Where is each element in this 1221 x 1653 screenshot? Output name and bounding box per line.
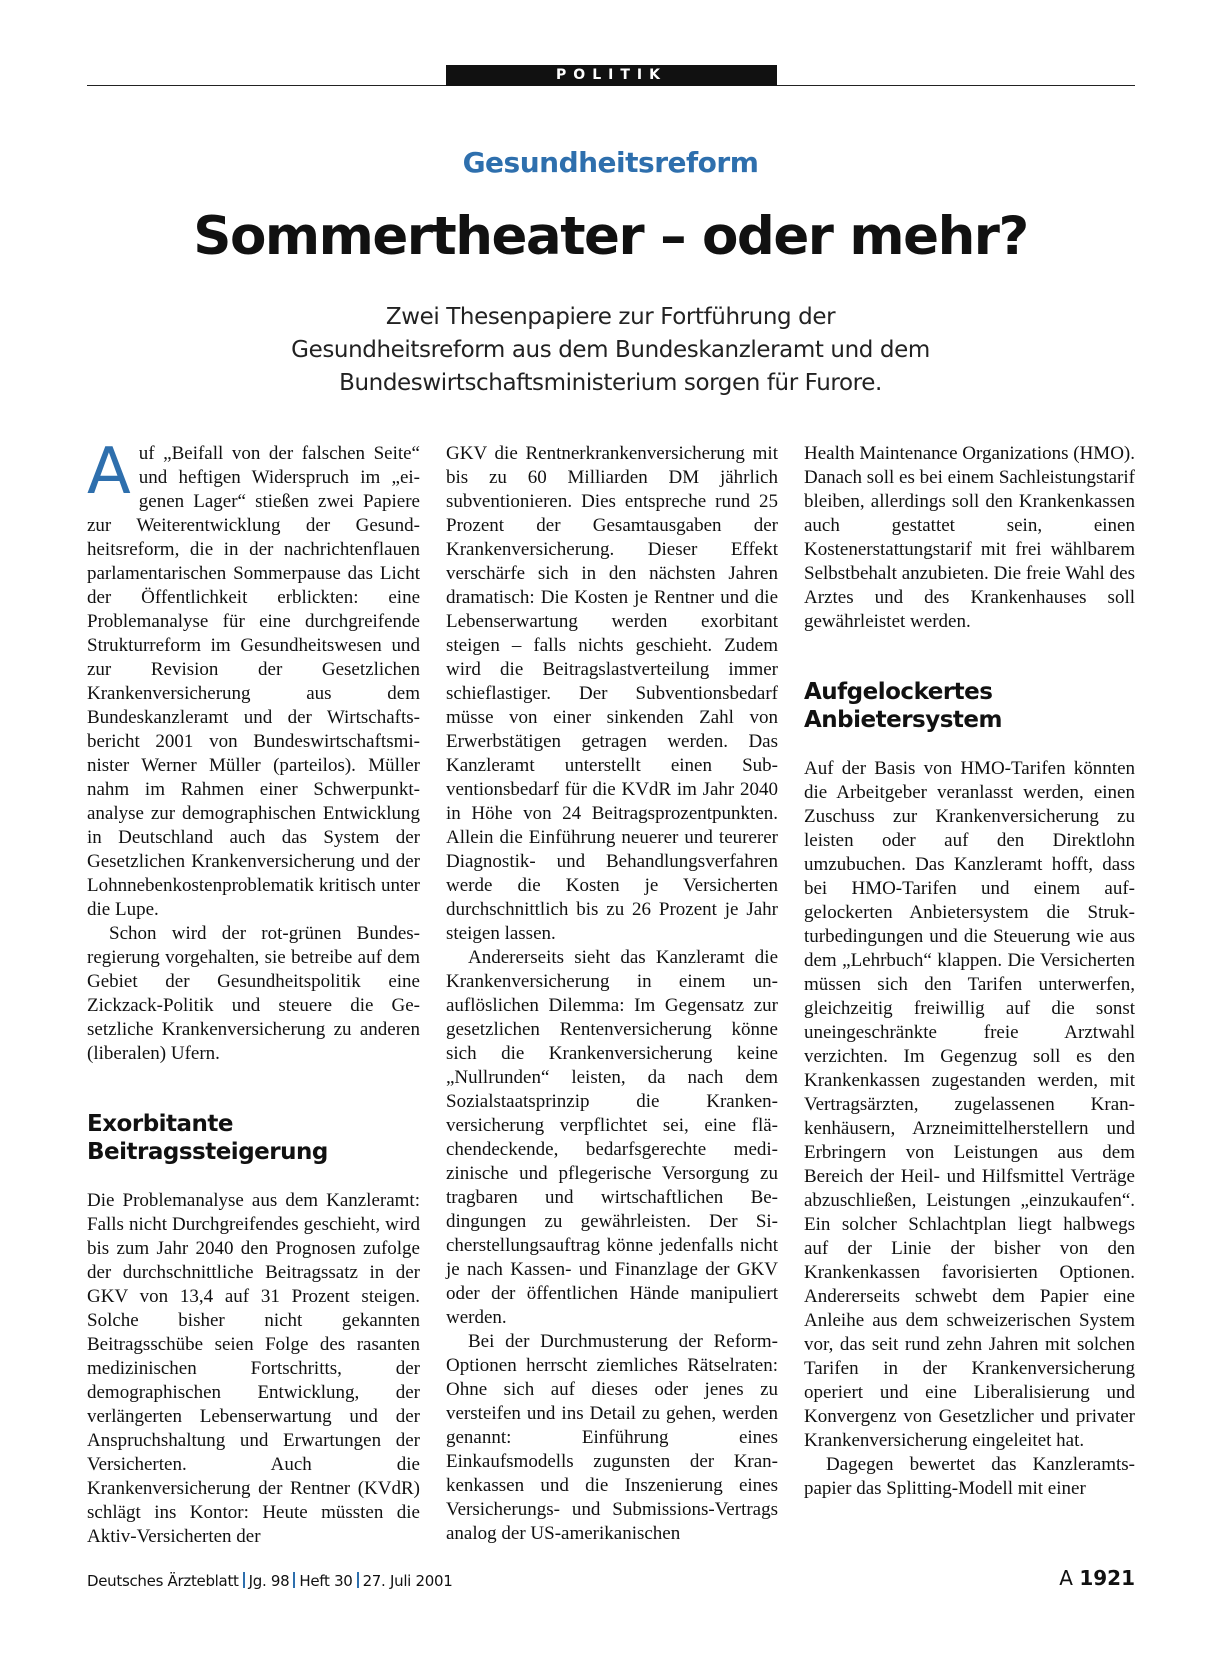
subheading-line: Anbietersystem bbox=[804, 707, 1002, 733]
paragraph: Andererseits sieht das Kanzleramt die Krankenversicherung in einem unauflöslichen Dilemma: Im Gegensatz zur gesetzlichen Rentenversicherung könne sich die Krankenversicherung keine „Nullrunden“ leisten, da nach dem Sozialstaatsprinzip die Krankenversicherung verpflichtet sei, eine flächendeckende, bedarfsgerechte medizinische und pflegerische Versorgung zu tragbaren und wirtschaftlichen Bedingungen zu gewährleisten. Der Sicherstellungsauftrag könne jedenfalls nicht je nach Kassen- und Finanzlage der GKV oder der öffentlichen Hände manipuliert werden. bbox=[446, 947, 778, 1328]
text-column-3 bbox=[804, 442, 1135, 1501]
paragraph: Bei der Durchmusterung der Reform-Optionen herrscht ziemliches Rätselraten: Ohne sich auf dieses oder jenes zu versteifen und ins Detail zu gehen, werden genannt: Einführung eines Einkaufsmodells zugunsten der Krankenkassen und die Inszenierung eines Versicherungs- und Submissions-Vertrags analog der US-amerikanischen bbox=[446, 1331, 778, 1544]
article-headline: Sommertheater – oder mehr? bbox=[193, 206, 1028, 267]
paragraph: Dagegen bewertet das Kanzleramtspapier das Splitting-Modell mit einer bbox=[804, 1454, 1135, 1499]
lead-line: Bundeswirtschaftsministerium sorgen für Furore. bbox=[339, 370, 882, 396]
paragraph-text: uf „Beifall von der falschen Seite“ und heftigen Widerspruch im „eigenen Lager“ stießen zwei Papiere zur Weiterentwicklung der Gesundheitsreform, die in der nachrichtenflauen parlamentarischen Sommerpause das Licht der Öffentlichkeit erblickten: eine Problemanalyse für eine durchgreifende Strukturreform im Gesundheitswesen und zur Revision der Gesetzlichen Krankenversicherung aus dem Bundeskanzleramt und der Wirtschaftsbericht 2001 von Bundeswirtschaftsminister Werner Müller (parteilos). Müller nahm im Rahmen einer Schwerpunktanalyse zur demographischen Entwicklung in Deutschland auch das System der Gesetzlichen Krankenversicherung und der Lohnnebenkostenproblematik kritisch unter die Lupe. bbox=[87, 443, 420, 920]
subheading bbox=[804, 678, 1135, 734]
text-column-1 bbox=[87, 435, 420, 1549]
footer-separator bbox=[243, 1572, 245, 1588]
article-kicker: Gesundheitsreform bbox=[462, 146, 759, 179]
paragraph: Health Maintenance Organizations (HMO). Danach soll es bei einem Sachleistungstarif bleiben, allerdings soll den Krankenkassen auch gestattet sein, einen Kostenerstattungstarif mit frei wählbarem Selbstbehalt anzubieten. Die freie Wahl des Arztes und des Krankenhauses soll gewährleistet werden. bbox=[804, 443, 1135, 632]
text-column-2 bbox=[446, 442, 778, 1546]
paragraph bbox=[87, 435, 420, 922]
journal-name: Deutsches Ärzteblatt bbox=[87, 1572, 239, 1590]
section-label: POLITIK bbox=[446, 65, 777, 86]
lead-line: Zwei Thesenpapiere zur Fortführung der bbox=[385, 304, 836, 330]
subheading-line: Aufgelockertes bbox=[804, 679, 993, 705]
lead-line: Gesundheitsreform aus dem Bundeskanzleramt und dem bbox=[291, 337, 930, 363]
paragraph: GKV die Rentnerkrankenversicherung mit bis zu 60 Milliarden DM jährlich subventionieren. Dies entspreche rund 25 Prozent der Gesamtausgaben der Krankenversicherung. Dieser Effekt verschärfe sich in den nächsten Jahren dramatisch: Die Kosten je Rentner und die Lebenserwartung werden exorbitant steigen – falls nichts geschieht. Zudem wird die Beitragslastverteilung immer schieflastiger. Der Subventionsbedarf müsse von einer sinkenden Zahl von Erwerbstätigen getragen werden. Das Kanzleramt unterstellt einen Subventionsbedarf für die KVdR im Jahr 2040 in Höhe von 24 Beitragsprozentpunkten. Allein die Einführung neuerer und teurerer Diagnostik- und Behandlungsverfahren werde die Kosten je Versicherten durchschnittlich bis zu 26 Prozent je Jahr steigen lassen. bbox=[446, 443, 778, 944]
article-lead bbox=[240, 301, 981, 400]
footer-separator bbox=[357, 1572, 359, 1588]
drop-cap: A bbox=[87, 435, 131, 509]
page-prefix: A bbox=[1059, 1566, 1073, 1590]
paragraph: Auf der Basis von HMO-Tarifen könnten die Arbeitgeber veranlasst werden, einen Zuschuss zur Krankenversicherung zu leisten oder auf den Direktlohn umzubuchen. Das Kanzleramt hofft, dass bei HMO-Tarifen und einem aufgelockerten Anbietersystem die Strukturbedingungen und die Steuerung wie aus dem „Lehrbuch“ klappen. Die Versicherten müssen sich den Tarifen unterwerfen, gleichzeitig freiwillig auf die sonst uneingeschränkte freie Arztwahl verzichten. Im Gegenzug soll es den Krankenkassen zugestanden werden, mit Vertragsärzten, zugelassenen Krankenhäusern, Arzneimittelherstellern und Erbringern von Leistungen aus dem Bereich der Heil- und Hilfsmittel Verträge abzuschließen, Leistungen „einzukaufen“. Ein solcher Schlachtplan liegt halbwegs auf der Linie der bisher von den Krankenkassen favorisierten Optionen. Andererseits schwebt dem Papier eine Anleihe aus dem schweizerischen System vor, das seit rund zehn Jahren mit solchen Tarifen in der Krankenversicherung operiert und eine Liberalisierung und Konvergenz von Gesetzlicher und privater Krankenversicherung eingeleitet hat. bbox=[804, 758, 1135, 1451]
paragraph: Schon wird der rot-grünen Bundesregierung vorgehalten, sie betreibe auf dem Gebiet der Gesundheitspolitik eine Zickzack-Politik und steuere die Gesetzliche Krankenversicherung zu anderen (liberalen) Ufern. bbox=[87, 923, 420, 1064]
footer-separator bbox=[293, 1572, 295, 1588]
page-number bbox=[1059, 1566, 1135, 1590]
journal-volume: Jg. 98 bbox=[248, 1572, 290, 1590]
page-number-value: 1921 bbox=[1079, 1566, 1135, 1590]
subheading bbox=[87, 1110, 420, 1166]
subheading-line: Beitragssteigerung bbox=[87, 1139, 328, 1165]
subheading-line: Exorbitante bbox=[87, 1111, 234, 1137]
journal-issue: Heft 30 bbox=[299, 1572, 353, 1590]
journal-date: 27. Juli 2001 bbox=[362, 1572, 453, 1590]
page-footer bbox=[87, 1572, 453, 1590]
paragraph: Die Problemanalyse aus dem Kanzleramt: Falls nicht Durchgreifendes geschieht, wird bis zum Jahr 2040 den Prognosen zufolge der durchschnittliche Beitragssatz in der GKV von 13,4 auf 31 Prozent steigen. Solche bisher nicht gekannten Beitragsschübe seien Folge des rasanten medizinischen Fortschritts, der demographischen Entwicklung, der verlängerten Lebenserwartung und der Anspruchshaltung und Erwartungen der Versicherten. Auch die Krankenversicherung der Rentner (KVdR) schlägt ins Kontor: Heute müssten die Aktiv-Versicherten der bbox=[87, 1190, 420, 1547]
